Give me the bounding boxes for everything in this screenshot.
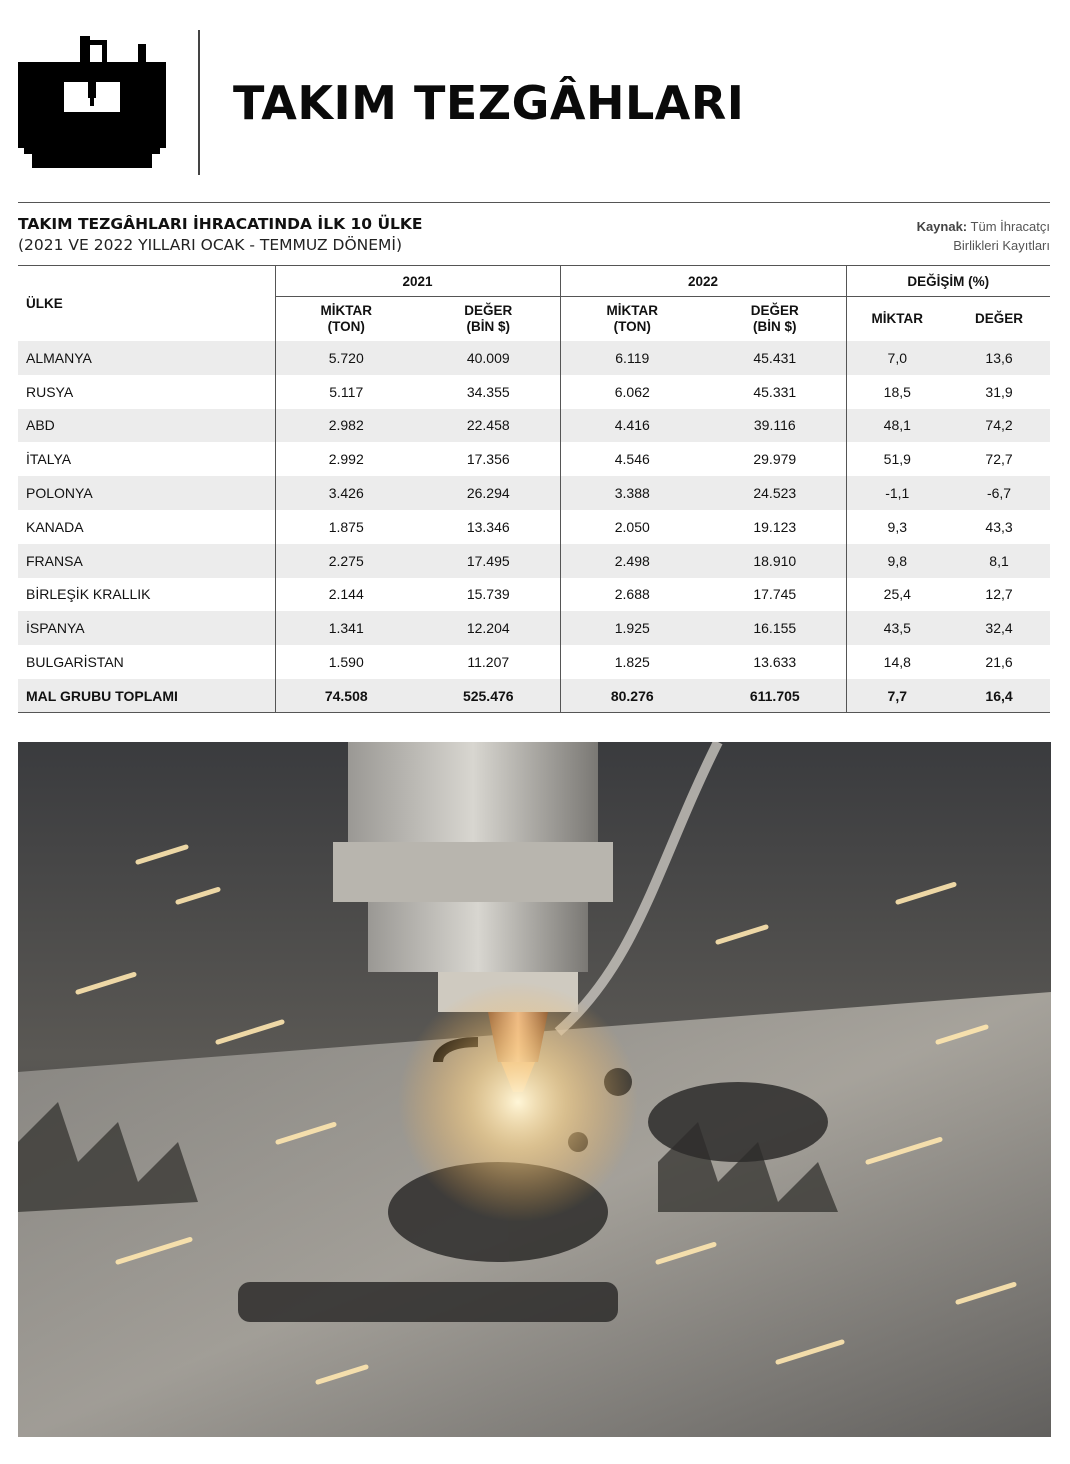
table-row xyxy=(18,645,1050,679)
cell-change-val: 13,6 xyxy=(985,349,1013,366)
cnc-machine-icon xyxy=(18,36,166,172)
cell-change-qty: 9,8 xyxy=(846,544,948,578)
col-header-change-val: DEĞER xyxy=(975,311,1024,326)
source-line1: Tüm İhracatçı xyxy=(970,219,1050,234)
cell-change-qty: 48,1 xyxy=(846,409,948,443)
table-row xyxy=(18,476,1050,510)
cell-2021-val: 26.294 xyxy=(466,485,510,502)
cell-2022-val: 39.116 xyxy=(753,417,796,434)
cell-change-val: 21,6 xyxy=(985,654,1013,671)
col-header-2022-val: DEĞER (BİN $) xyxy=(750,303,799,334)
col-header-2022: 2022 xyxy=(560,266,846,297)
cell-change-qty: 7,0 xyxy=(846,341,948,375)
cell-2022-qty: 3.388 xyxy=(560,476,704,510)
cell-2022-val: 29.979 xyxy=(753,451,797,468)
table-row xyxy=(18,341,1050,375)
header-divider xyxy=(198,30,200,175)
laser-cutting-photo xyxy=(18,742,1051,1437)
cell-change-val: 8,1 xyxy=(989,552,1009,569)
cell-2022-val: 45.431 xyxy=(753,349,797,366)
cell-2021-qty: 1.875 xyxy=(275,510,417,544)
cell-2021-val: 22.458 xyxy=(466,417,510,434)
table-row xyxy=(18,578,1050,612)
cell-2022-val: 19.123 xyxy=(753,518,797,535)
laser-cutting-illustration xyxy=(18,742,1051,1437)
page-title: TAKIM TEZGÂHLARI xyxy=(233,76,745,130)
cell-2021-qty: 2.144 xyxy=(275,578,417,612)
source-line2: Birlikleri Kayıtları xyxy=(953,238,1050,253)
cell-2022-val: 45.331 xyxy=(753,383,797,400)
col-header-country: ÜLKE xyxy=(26,296,63,311)
cell-change-qty: 7,7 xyxy=(846,679,948,713)
table-row xyxy=(18,510,1050,544)
cell-2022-qty: 2.050 xyxy=(560,510,704,544)
table-row xyxy=(18,611,1050,645)
table-row xyxy=(18,409,1050,443)
col-header-2021-val: DEĞER (BİN $) xyxy=(464,303,513,334)
cell-2022-qty: 2.498 xyxy=(560,544,704,578)
cell-country: MAL GRUBU TOPLAMI xyxy=(26,687,178,704)
cell-2022-val: 18.910 xyxy=(753,552,797,569)
cell-change-val: 32,4 xyxy=(985,620,1013,637)
cell-2021-qty: 1.590 xyxy=(275,645,417,679)
cell-2022-qty: 1.825 xyxy=(560,645,704,679)
cell-2022-qty: 2.688 xyxy=(560,578,704,612)
cell-change-qty: 14,8 xyxy=(846,645,948,679)
table-subtitle: (2021 VE 2022 YILLARI OCAK - TEMMUZ DÖNEMİ) xyxy=(18,236,403,254)
cell-2021-val: 40.009 xyxy=(466,349,510,366)
table-title: TAKIM TEZGÂHLARI İHRACATINDA İLK 10 ÜLKE xyxy=(18,215,423,233)
col-header-2022-qty: MİKTAR (TON) xyxy=(560,297,704,342)
col-header-2021: 2021 xyxy=(275,266,560,297)
cell-2022-val: 16.155 xyxy=(753,620,797,637)
cell-change-val: -6,7 xyxy=(986,485,1012,502)
cell-change-val: 74,2 xyxy=(985,417,1013,434)
cell-change-val: 16,4 xyxy=(985,687,1013,704)
cell-2021-val: 34.355 xyxy=(466,383,510,400)
cell-2021-val: 17.356 xyxy=(466,451,510,468)
cell-change-qty: 25,4 xyxy=(846,578,948,612)
cell-country: FRANSA xyxy=(26,552,83,569)
cell-change-qty: 51,9 xyxy=(846,442,948,476)
col-header-change: DEĞİŞİM (%) xyxy=(846,266,1050,297)
table-row-total xyxy=(18,679,1050,713)
cell-country: BULGARİSTAN xyxy=(26,654,124,671)
cell-country: İSPANYA xyxy=(26,620,85,637)
cell-2021-val: 525.476 xyxy=(462,687,514,704)
cell-2022-qty: 4.546 xyxy=(560,442,704,476)
cell-2021-val: 15.739 xyxy=(466,586,510,603)
cell-country: ABD xyxy=(26,417,55,434)
cell-2021-val: 13.346 xyxy=(466,518,510,535)
cell-country: İTALYA xyxy=(26,451,72,468)
cell-change-val: 12,7 xyxy=(985,586,1013,603)
cell-change-qty: 9,3 xyxy=(846,510,948,544)
export-table xyxy=(18,265,1050,713)
cell-2022-qty: 6.119 xyxy=(560,341,704,375)
cell-2021-val: 11.207 xyxy=(467,654,510,671)
cell-2021-val: 12.204 xyxy=(466,620,510,637)
page-header xyxy=(0,0,1070,200)
cell-2022-val: 24.523 xyxy=(753,485,797,502)
cell-2022-val: 611.705 xyxy=(749,687,800,704)
col-header-2021-qty: MİKTAR (TON) xyxy=(275,297,417,342)
cell-2021-qty: 2.992 xyxy=(275,442,417,476)
cell-change-qty: -1,1 xyxy=(846,476,948,510)
cell-2021-qty: 2.982 xyxy=(275,409,417,443)
cell-country: BİRLEŞİK KRALLIK xyxy=(26,586,151,603)
cell-2021-qty: 2.275 xyxy=(275,544,417,578)
source-note xyxy=(917,217,1050,255)
cell-2022-qty: 4.416 xyxy=(560,409,704,443)
cell-country: KANADA xyxy=(26,518,84,535)
cell-2022-val: 17.745 xyxy=(753,586,797,603)
cell-2021-qty: 74.508 xyxy=(275,679,417,713)
source-key: Kaynak: xyxy=(916,219,968,234)
col-header-change-qty: MİKTAR xyxy=(846,297,948,342)
cell-change-val: 72,7 xyxy=(985,451,1013,468)
cell-change-val: 31,9 xyxy=(985,383,1013,400)
cell-country: ALMANYA xyxy=(26,349,92,366)
table-row xyxy=(18,544,1050,578)
cell-2022-val: 13.633 xyxy=(753,654,797,671)
cell-change-val: 43,3 xyxy=(985,518,1013,535)
cell-2021-qty: 1.341 xyxy=(275,611,417,645)
cell-2021-qty: 5.720 xyxy=(275,341,417,375)
cell-2022-qty: 6.062 xyxy=(560,375,704,409)
table-body xyxy=(18,341,1050,713)
cell-country: POLONYA xyxy=(26,485,93,502)
table-row xyxy=(18,442,1050,476)
cell-2022-qty: 1.925 xyxy=(560,611,704,645)
table-row xyxy=(18,375,1050,409)
cell-2021-qty: 3.426 xyxy=(275,476,417,510)
cell-change-qty: 43,5 xyxy=(846,611,948,645)
cell-country: RUSYA xyxy=(26,383,74,400)
cell-change-qty: 18,5 xyxy=(846,375,948,409)
cell-2021-qty: 5.117 xyxy=(275,375,417,409)
cell-2021-val: 17.495 xyxy=(466,552,510,569)
table-top-rule xyxy=(18,202,1050,203)
cell-2022-qty: 80.276 xyxy=(560,679,704,713)
